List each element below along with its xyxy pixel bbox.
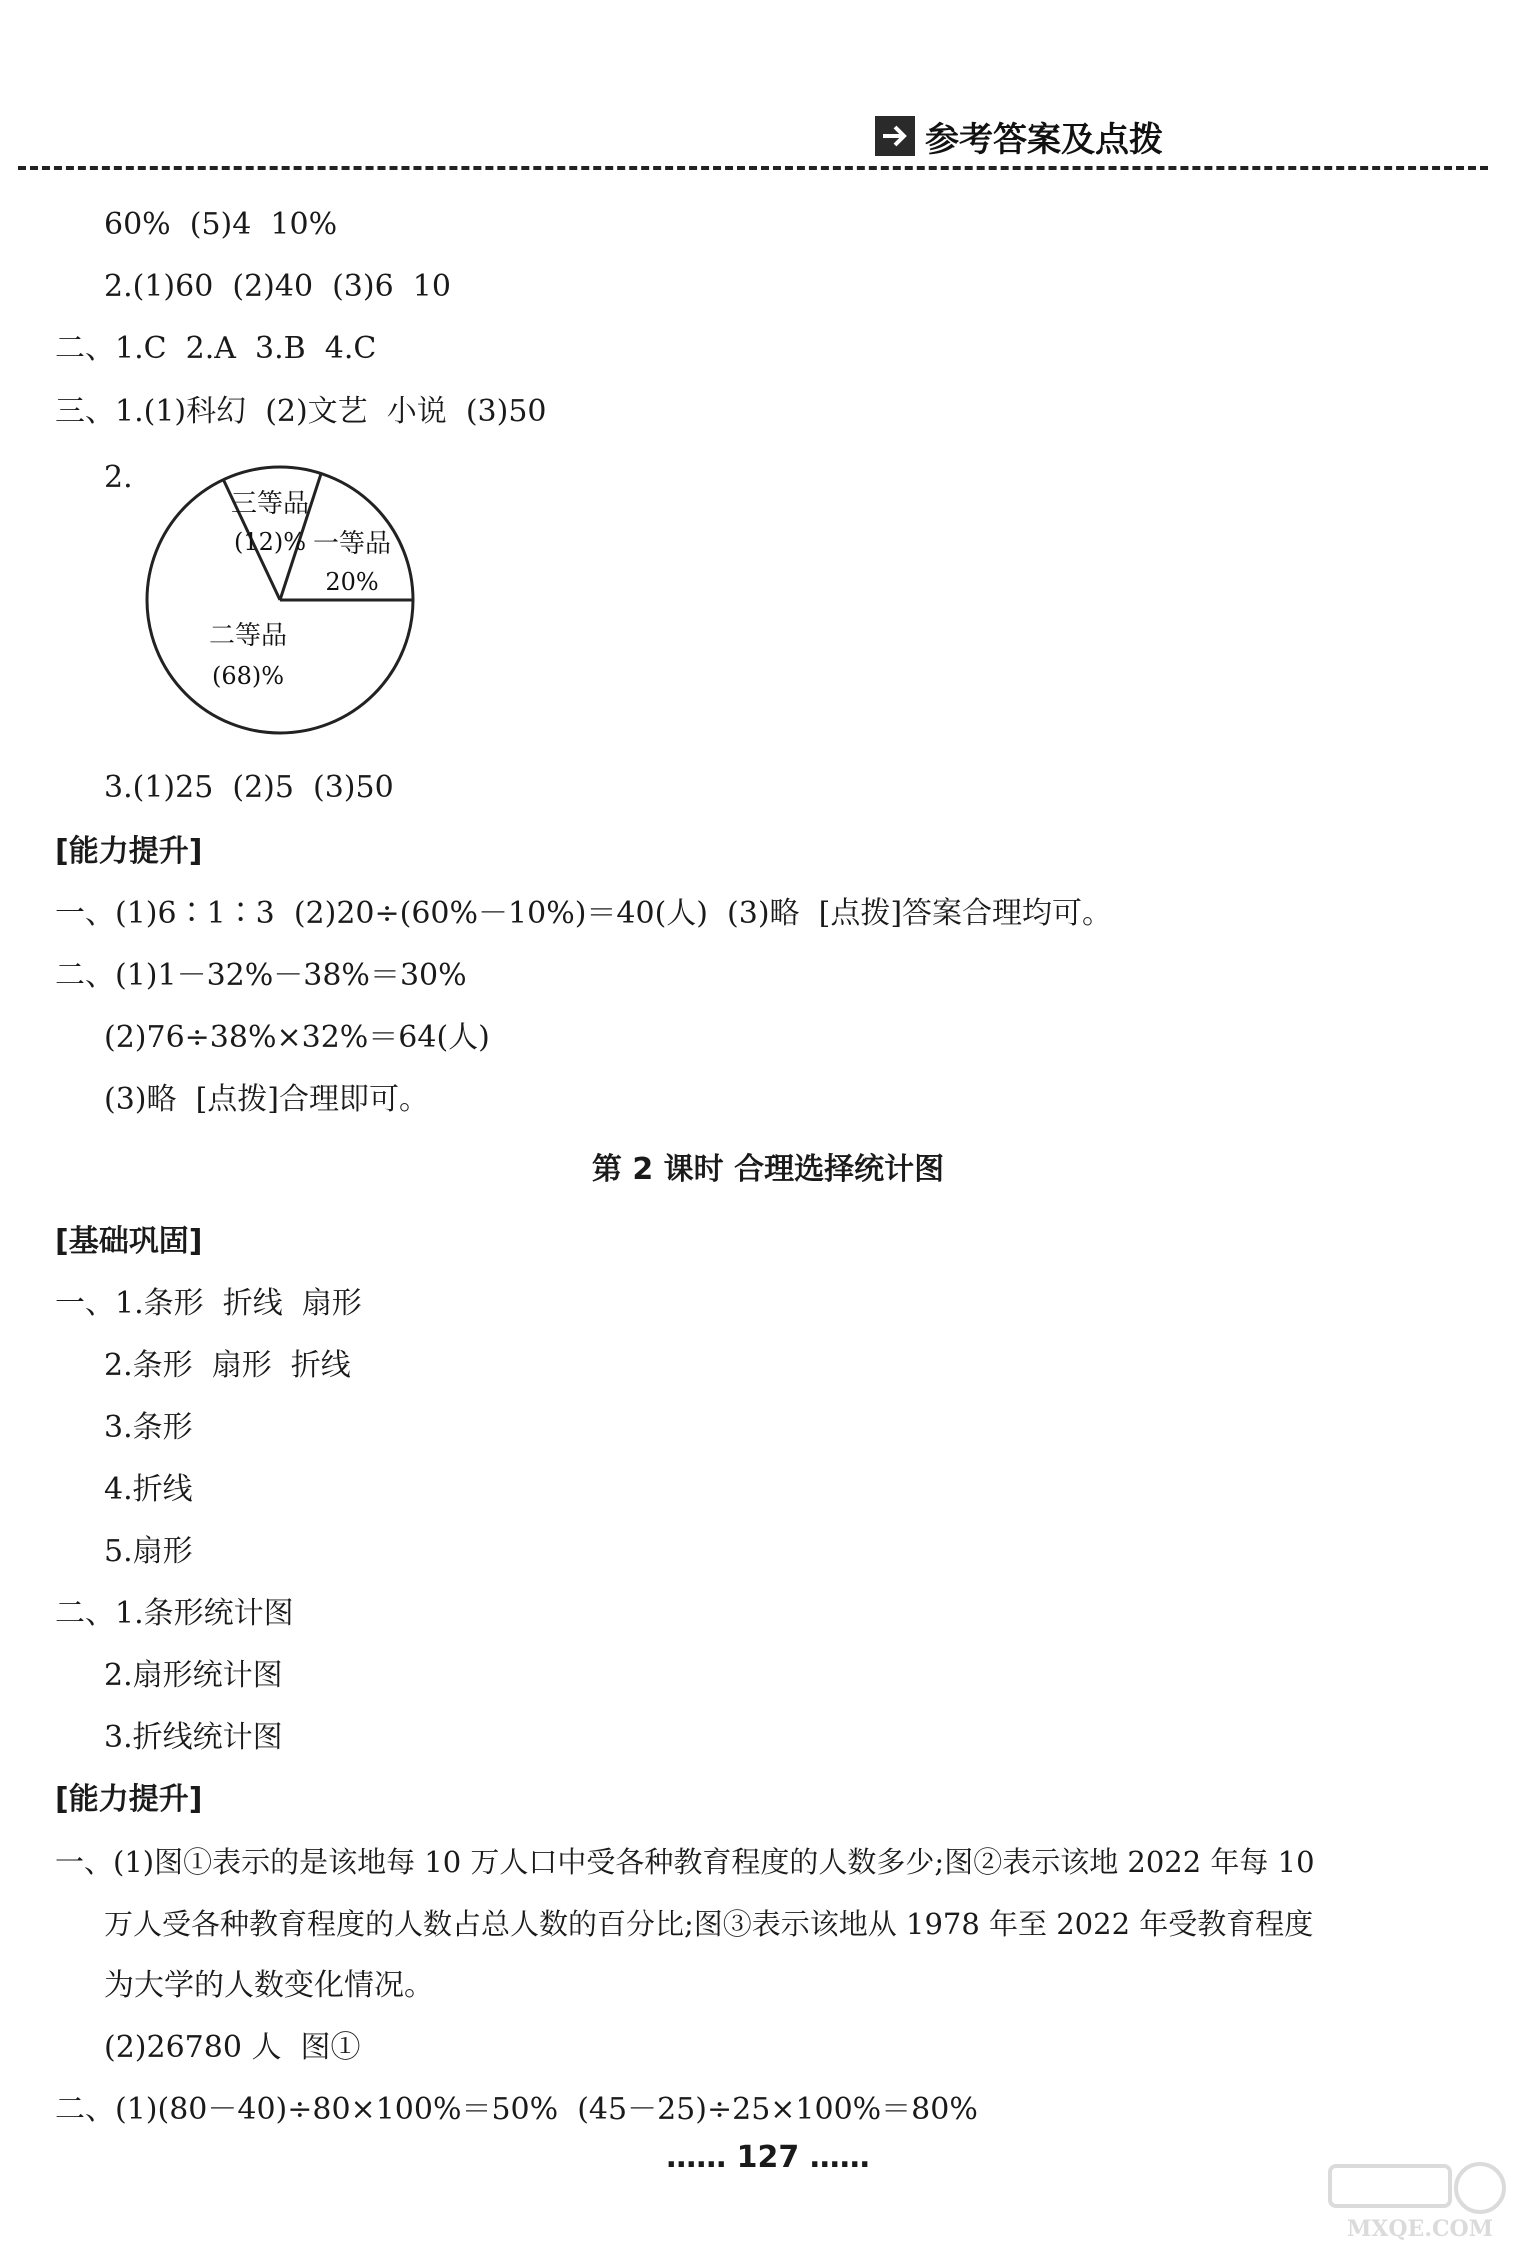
pie-label-name-2: 三等品 xyxy=(230,489,310,519)
answer-line-6: 3.(1)25 (2)5 (3)50 xyxy=(104,770,394,805)
watermark-text: MXQE.COM xyxy=(1346,2216,1494,2242)
answer-line-22: (2)26780 人 图① xyxy=(104,2030,361,2065)
header-title xyxy=(875,112,1163,160)
answer-line-10: (3)略 [点拨]合理即可。 xyxy=(104,1082,429,1117)
pie-label-name-1: 二等品 xyxy=(208,621,288,651)
answer-line-1: 60% (5)4 10% xyxy=(104,207,338,242)
page-header xyxy=(0,0,1536,175)
pie-label-value-2: (12)% xyxy=(233,528,307,556)
answer-line-5: 2. xyxy=(104,460,133,495)
section-label-nengli-1: [能力提升] xyxy=(55,834,203,869)
answer-line-4: 三、1.(1)科幻 (2)文艺 小说 (3)50 xyxy=(55,394,547,429)
answer-line-18: 3.折线统计图 xyxy=(104,1720,283,1755)
answer-line-3: 二、1.C 2.A 3.B 4.C xyxy=(55,331,377,366)
answer-line-20: 万人受各种教育程度的人数占总人数的百分比;图③表示该地从 1978 年至 2022 年受教育程度 xyxy=(104,1907,1314,1941)
section-label-nengli-2: [能力提升] xyxy=(55,1782,203,1817)
header-divider xyxy=(18,166,1488,170)
answer-line-19: 一、(1)图①表示的是该地每 10 万人口中受各种教育程度的人数多少;图②表示该地 2022 年每 10 xyxy=(55,1845,1315,1879)
answer-line-17: 2.扇形统计图 xyxy=(104,1658,283,1693)
pie-chart xyxy=(140,455,420,745)
answer-line-7: 一、(1)6∶1∶3 (2)20÷(60%－10%)＝40(人) (3)略 [点拨]答案合理均可。 xyxy=(55,896,1113,931)
pie-label-value-1: (68)% xyxy=(211,662,285,690)
answer-line-21: 为大学的人数变化情况。 xyxy=(104,1968,434,2003)
answer-line-13: 3.条形 xyxy=(104,1410,193,1445)
answer-line-8: 二、(1)1－32%－38%＝30% xyxy=(55,958,467,993)
answer-line-16: 二、1.条形统计图 xyxy=(55,1596,294,1631)
section-label-jichu: [基础巩固] xyxy=(55,1224,203,1259)
answer-line-14: 4.折线 xyxy=(104,1472,193,1507)
pie-label-value-0: 20% xyxy=(325,568,379,596)
page-number: …… 127 …… xyxy=(666,2140,870,2175)
answer-line-15: 5.扇形 xyxy=(104,1534,193,1569)
answer-line-2: 2.(1)60 (2)40 (3)6 10 xyxy=(104,269,451,304)
answer-line-11: 一、1.条形 折线 扇形 xyxy=(55,1286,362,1321)
answer-line-12: 2.条形 扇形 折线 xyxy=(104,1348,351,1383)
pie-label-name-0: 一等品 xyxy=(312,529,392,559)
answer-line-9: (2)76÷38%×32%＝64(人) xyxy=(104,1020,490,1055)
lesson-title: 第 2 课时 合理选择统计图 xyxy=(591,1152,945,1187)
arrow-right-icon xyxy=(875,116,915,156)
answer-line-23: 二、(1)(80－40)÷80×100%＝50% (45－25)÷25×100%＝80% xyxy=(55,2092,978,2127)
header-title-text: 参考答案及点拨 xyxy=(925,119,1163,160)
watermark-logo xyxy=(1320,2156,1520,2246)
